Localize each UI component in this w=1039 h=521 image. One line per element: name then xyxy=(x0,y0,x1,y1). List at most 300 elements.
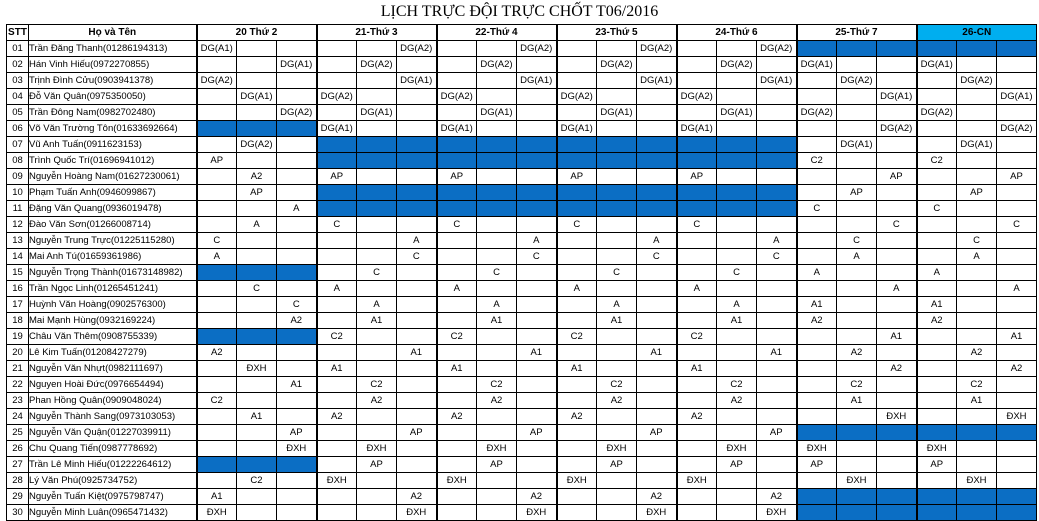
duty-cell: C2 xyxy=(797,153,837,169)
duty-cell: C xyxy=(717,265,757,281)
duty-cell xyxy=(437,105,477,121)
duty-cell xyxy=(757,329,797,345)
duty-cell xyxy=(197,57,237,73)
duty-cell xyxy=(597,361,637,377)
duty-cell xyxy=(597,249,637,265)
duty-cell: C xyxy=(917,201,957,217)
duty-cell xyxy=(677,105,717,121)
duty-cell xyxy=(597,73,637,89)
duty-cell xyxy=(437,345,477,361)
duty-cell xyxy=(477,361,517,377)
duty-cell xyxy=(397,313,437,329)
duty-cell xyxy=(277,489,317,505)
duty-cell: A2 xyxy=(197,345,237,361)
duty-cell: ĐXH xyxy=(837,473,877,489)
row-number: 08 xyxy=(7,153,29,169)
duty-cell xyxy=(997,393,1037,409)
duty-cell xyxy=(917,361,957,377)
duty-cell xyxy=(277,41,317,57)
duty-cell: ĐXH xyxy=(797,441,837,457)
duty-cell: C2 xyxy=(357,377,397,393)
blocked-cell xyxy=(757,137,797,153)
duty-cell: A2 xyxy=(797,313,837,329)
duty-cell: ĐXH xyxy=(757,505,797,521)
duty-cell xyxy=(317,425,357,441)
duty-cell: DG(A2) xyxy=(277,105,317,121)
duty-cell xyxy=(757,313,797,329)
row-number: 02 xyxy=(7,57,29,73)
duty-cell xyxy=(797,217,837,233)
duty-cell: DG(A1) xyxy=(477,105,517,121)
duty-cell xyxy=(197,313,237,329)
row-number: 27 xyxy=(7,457,29,473)
blocked-cell xyxy=(877,41,917,57)
duty-cell xyxy=(197,297,237,313)
duty-cell xyxy=(237,345,277,361)
blocked-cell xyxy=(317,185,357,201)
blocked-cell xyxy=(277,329,317,345)
blocked-cell xyxy=(757,153,797,169)
day-header-sunday: 26-CN xyxy=(917,25,1037,41)
duty-cell xyxy=(757,265,797,281)
row-number: 30 xyxy=(7,505,29,521)
duty-cell xyxy=(317,297,357,313)
person-name: Trần Lê Minh Hiếu(01222264612) xyxy=(29,457,197,473)
duty-cell: A1 xyxy=(677,361,717,377)
duty-cell xyxy=(357,41,397,57)
blocked-cell xyxy=(877,505,917,521)
table-row xyxy=(7,361,1037,377)
blocked-cell xyxy=(437,137,477,153)
duty-cell xyxy=(877,393,917,409)
blocked-cell xyxy=(917,41,957,57)
duty-cell xyxy=(557,441,597,457)
duty-cell xyxy=(717,505,757,521)
blocked-cell xyxy=(357,201,397,217)
duty-cell: A2 xyxy=(277,313,317,329)
duty-cell xyxy=(357,329,397,345)
duty-cell xyxy=(757,57,797,73)
duty-cell xyxy=(677,393,717,409)
duty-cell: DG(A2) xyxy=(397,41,437,57)
duty-cell: ĐXH xyxy=(197,505,237,521)
duty-cell xyxy=(397,217,437,233)
duty-cell xyxy=(277,73,317,89)
duty-cell xyxy=(957,441,997,457)
duty-cell: A xyxy=(797,265,837,281)
duty-cell xyxy=(877,265,917,281)
duty-cell xyxy=(277,137,317,153)
duty-cell: A xyxy=(357,297,397,313)
duty-cell xyxy=(197,409,237,425)
person-name: Mai Mạnh Hùng(0932169224) xyxy=(29,313,197,329)
duty-cell: C2 xyxy=(677,329,717,345)
duty-cell xyxy=(197,377,237,393)
table-row xyxy=(7,297,1037,313)
duty-cell xyxy=(597,233,637,249)
duty-cell: C2 xyxy=(917,153,957,169)
duty-cell xyxy=(317,73,357,89)
blocked-cell xyxy=(197,121,237,137)
person-name: Nguyễn Tuấn Kiệt(0975798747) xyxy=(29,489,197,505)
duty-cell: DG(A1) xyxy=(957,137,997,153)
duty-cell xyxy=(317,105,357,121)
duty-cell xyxy=(397,121,437,137)
duty-cell: A1 xyxy=(517,345,557,361)
duty-cell xyxy=(757,393,797,409)
table-row xyxy=(7,281,1037,297)
duty-cell xyxy=(957,57,997,73)
duty-cell xyxy=(997,57,1037,73)
duty-cell: AP xyxy=(197,153,237,169)
person-name: Phạm Tuấn Anh(0946099867) xyxy=(29,185,197,201)
duty-cell: A xyxy=(277,201,317,217)
duty-cell xyxy=(597,217,637,233)
blocked-cell xyxy=(477,137,517,153)
duty-cell: AP xyxy=(717,457,757,473)
duty-cell xyxy=(717,41,757,57)
duty-cell: DG(A2) xyxy=(957,73,997,89)
duty-cell xyxy=(597,281,637,297)
table-row xyxy=(7,201,1037,217)
duty-cell: DG(A2) xyxy=(437,89,477,105)
table-row xyxy=(7,265,1037,281)
duty-cell xyxy=(237,297,277,313)
duty-cell xyxy=(597,409,637,425)
row-number: 20 xyxy=(7,345,29,361)
duty-cell xyxy=(717,329,757,345)
duty-cell xyxy=(957,153,997,169)
duty-cell: C xyxy=(877,217,917,233)
duty-cell xyxy=(677,377,717,393)
duty-cell xyxy=(637,473,677,489)
duty-cell: A2 xyxy=(477,393,517,409)
duty-cell xyxy=(637,169,677,185)
duty-cell xyxy=(437,41,477,57)
duty-cell xyxy=(477,233,517,249)
blocked-cell xyxy=(597,137,637,153)
duty-cell: DG(A2) xyxy=(877,121,917,137)
duty-cell: DG(A2) xyxy=(837,73,877,89)
duty-cell xyxy=(597,489,637,505)
blocked-cell xyxy=(797,505,837,521)
duty-cell xyxy=(357,489,397,505)
duty-cell: ĐXH xyxy=(517,505,557,521)
header-row xyxy=(7,25,1037,41)
duty-cell: C2 xyxy=(477,377,517,393)
duty-cell xyxy=(517,441,557,457)
duty-cell: C2 xyxy=(957,377,997,393)
row-number: 10 xyxy=(7,185,29,201)
duty-cell xyxy=(557,345,597,361)
duty-cell xyxy=(517,409,557,425)
day-header: 25-Thứ 7 xyxy=(797,25,917,41)
duty-cell xyxy=(877,185,917,201)
row-number: 04 xyxy=(7,89,29,105)
duty-cell: AP xyxy=(997,169,1037,185)
duty-cell xyxy=(717,121,757,137)
duty-cell xyxy=(277,169,317,185)
duty-cell xyxy=(797,89,837,105)
duty-cell xyxy=(917,73,957,89)
duty-cell xyxy=(557,425,597,441)
duty-cell: C2 xyxy=(837,377,877,393)
duty-cell xyxy=(917,377,957,393)
duty-cell xyxy=(677,73,717,89)
duty-cell xyxy=(557,233,597,249)
duty-cell xyxy=(477,505,517,521)
duty-cell xyxy=(637,105,677,121)
duty-cell: C2 xyxy=(437,329,477,345)
duty-cell xyxy=(717,169,757,185)
row-number: 28 xyxy=(7,473,29,489)
duty-cell xyxy=(317,441,357,457)
duty-cell xyxy=(677,441,717,457)
duty-cell: AP xyxy=(917,457,957,473)
person-name: Nguyen Hoài Đức(0976654494) xyxy=(29,377,197,393)
duty-cell xyxy=(637,89,677,105)
blocked-cell xyxy=(517,153,557,169)
blocked-cell xyxy=(197,265,237,281)
blocked-cell xyxy=(277,265,317,281)
duty-cell xyxy=(597,425,637,441)
duty-cell: DG(A2) xyxy=(677,89,717,105)
row-number: 05 xyxy=(7,105,29,121)
duty-cell xyxy=(877,345,917,361)
blocked-cell xyxy=(357,153,397,169)
row-number: 19 xyxy=(7,329,29,345)
duty-cell xyxy=(837,217,877,233)
duty-cell: DG(A1) xyxy=(357,105,397,121)
duty-cell xyxy=(277,185,317,201)
duty-cell xyxy=(197,105,237,121)
blocked-cell xyxy=(557,153,597,169)
duty-cell xyxy=(597,505,637,521)
duty-cell: C xyxy=(557,217,597,233)
blocked-cell xyxy=(917,505,957,521)
duty-cell xyxy=(597,329,637,345)
blocked-cell xyxy=(557,185,597,201)
duty-cell xyxy=(917,217,957,233)
duty-cell xyxy=(517,217,557,233)
blocked-cell xyxy=(957,505,997,521)
duty-cell xyxy=(757,281,797,297)
duty-cell xyxy=(997,249,1037,265)
row-number: 06 xyxy=(7,121,29,137)
person-name: Chu Quang Tiến(0987778692) xyxy=(29,441,197,457)
duty-cell: AP xyxy=(677,169,717,185)
duty-cell xyxy=(357,473,397,489)
duty-cell: DG(A2) xyxy=(797,105,837,121)
blocked-cell xyxy=(477,153,517,169)
duty-cell xyxy=(237,441,277,457)
duty-cell xyxy=(437,249,477,265)
duty-cell xyxy=(797,185,837,201)
duty-cell: AP xyxy=(877,169,917,185)
duty-cell xyxy=(997,441,1037,457)
blocked-cell xyxy=(597,153,637,169)
duty-cell xyxy=(277,393,317,409)
blocked-cell xyxy=(237,329,277,345)
duty-cell: A xyxy=(837,249,877,265)
duty-cell xyxy=(197,473,237,489)
duty-cell xyxy=(197,137,237,153)
table-row xyxy=(7,121,1037,137)
duty-cell: DG(A1) xyxy=(997,89,1037,105)
table-row xyxy=(7,217,1037,233)
duty-cell: A xyxy=(997,281,1037,297)
duty-cell xyxy=(397,169,437,185)
duty-cell xyxy=(797,345,837,361)
duty-cell xyxy=(277,233,317,249)
duty-cell xyxy=(837,89,877,105)
row-number: 29 xyxy=(7,489,29,505)
duty-cell xyxy=(437,265,477,281)
duty-cell: A1 xyxy=(277,377,317,393)
duty-cell: A1 xyxy=(437,361,477,377)
duty-cell xyxy=(997,345,1037,361)
duty-cell xyxy=(797,473,837,489)
duty-cell xyxy=(837,153,877,169)
blocked-cell xyxy=(997,489,1037,505)
table-row xyxy=(7,441,1037,457)
blocked-cell xyxy=(997,41,1037,57)
duty-cell xyxy=(637,281,677,297)
duty-cell: DG(A2) xyxy=(557,89,597,105)
duty-cell xyxy=(717,425,757,441)
duty-cell xyxy=(757,121,797,137)
duty-cell xyxy=(197,201,237,217)
duty-cell: C xyxy=(437,217,477,233)
duty-cell: A xyxy=(197,249,237,265)
duty-cell xyxy=(877,233,917,249)
duty-cell xyxy=(837,281,877,297)
duty-cell xyxy=(877,249,917,265)
blocked-cell xyxy=(397,201,437,217)
duty-cell xyxy=(957,201,997,217)
duty-cell: A1 xyxy=(757,345,797,361)
duty-cell xyxy=(557,57,597,73)
duty-cell xyxy=(997,185,1037,201)
duty-cell: A2 xyxy=(637,489,677,505)
duty-cell xyxy=(517,313,557,329)
duty-cell xyxy=(677,41,717,57)
blocked-cell xyxy=(637,153,677,169)
duty-cell: DG(A1) xyxy=(757,73,797,89)
blocked-cell xyxy=(597,185,637,201)
blocked-cell xyxy=(637,201,677,217)
duty-cell: DG(A1) xyxy=(717,105,757,121)
duty-cell xyxy=(477,73,517,89)
duty-cell xyxy=(757,441,797,457)
duty-cell xyxy=(557,41,597,57)
table-row xyxy=(7,105,1037,121)
duty-cell: DG(A2) xyxy=(317,89,357,105)
duty-cell xyxy=(997,377,1037,393)
duty-cell: DG(A1) xyxy=(797,57,837,73)
table-row xyxy=(7,377,1037,393)
duty-cell xyxy=(677,249,717,265)
row-number: 14 xyxy=(7,249,29,265)
row-number: 09 xyxy=(7,169,29,185)
duty-cell: DG(A2) xyxy=(917,105,957,121)
person-name: Trần Đăng Thanh(01286194313) xyxy=(29,41,197,57)
duty-cell xyxy=(437,505,477,521)
duty-cell xyxy=(557,393,597,409)
duty-cell xyxy=(517,329,557,345)
duty-cell: A1 xyxy=(597,313,637,329)
row-number: 21 xyxy=(7,361,29,377)
duty-cell xyxy=(557,377,597,393)
duty-cell xyxy=(397,281,437,297)
duty-cell xyxy=(877,137,917,153)
blocked-cell xyxy=(437,201,477,217)
duty-cell: AP xyxy=(957,185,997,201)
table-row xyxy=(7,425,1037,441)
table-row xyxy=(7,457,1037,473)
blocked-cell xyxy=(957,425,997,441)
duty-cell xyxy=(917,329,957,345)
duty-cell xyxy=(797,361,837,377)
duty-cell xyxy=(437,57,477,73)
blocked-cell xyxy=(357,137,397,153)
table-row xyxy=(7,409,1037,425)
duty-cell xyxy=(957,313,997,329)
duty-cell xyxy=(717,217,757,233)
duty-cell xyxy=(677,457,717,473)
duty-cell xyxy=(917,89,957,105)
duty-cell xyxy=(637,217,677,233)
blocked-cell xyxy=(517,201,557,217)
duty-cell: ĐXH xyxy=(237,361,277,377)
table-row xyxy=(7,393,1037,409)
blocked-cell xyxy=(397,137,437,153)
duty-cell xyxy=(357,425,397,441)
duty-cell: AP xyxy=(477,457,517,473)
duty-cell xyxy=(917,393,957,409)
duty-cell xyxy=(597,345,637,361)
table-row xyxy=(7,153,1037,169)
duty-cell: A xyxy=(237,217,277,233)
duty-cell xyxy=(957,281,997,297)
duty-cell xyxy=(397,297,437,313)
duty-cell xyxy=(357,217,397,233)
duty-cell: C2 xyxy=(717,377,757,393)
table-row xyxy=(7,41,1037,57)
duty-cell: ĐXH xyxy=(997,409,1037,425)
duty-cell xyxy=(597,41,637,57)
duty-cell: DG(A1) xyxy=(197,41,237,57)
blocked-cell xyxy=(237,121,277,137)
duty-cell xyxy=(877,201,917,217)
blocked-cell xyxy=(557,137,597,153)
duty-cell: A1 xyxy=(997,329,1037,345)
duty-cell xyxy=(917,473,957,489)
blocked-cell xyxy=(837,41,877,57)
duty-cell xyxy=(797,121,837,137)
duty-cell xyxy=(957,217,997,233)
duty-cell xyxy=(517,265,557,281)
duty-cell xyxy=(397,361,437,377)
duty-cell xyxy=(317,505,357,521)
table-row xyxy=(7,89,1037,105)
person-name: Nguyễn Văn Quận(01227039911) xyxy=(29,425,197,441)
duty-cell: DG(A1) xyxy=(277,57,317,73)
blocked-cell xyxy=(277,121,317,137)
duty-cell xyxy=(277,281,317,297)
duty-cell xyxy=(757,89,797,105)
duty-cell xyxy=(637,441,677,457)
